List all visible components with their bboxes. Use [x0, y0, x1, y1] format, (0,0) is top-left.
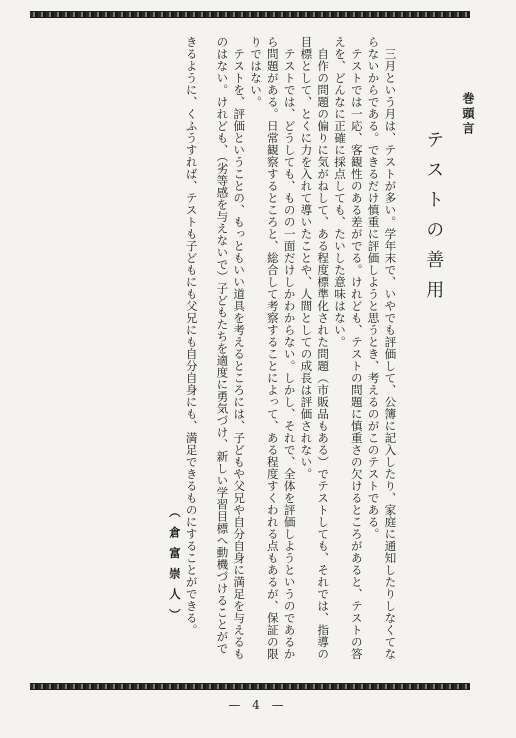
author-name: （倉富崇人）	[167, 506, 182, 629]
vertical-text-page	[40, 34, 476, 670]
body-line-1: 三月という月は、テストが多い。学年末で、いやでも評価して、公簿に記入したり、家庭に通知したりしなくてな	[383, 48, 398, 660]
body-line-4: えを、どんなに正確に採点しても、たいした意味はない。	[333, 36, 348, 348]
section-label: 巻頭言	[461, 92, 475, 137]
body-line-9: りではない。	[249, 36, 264, 108]
body-line-2: らないからである。できるだけ慎重に評価しようと思うとき、考えるのがこのテストである。	[366, 36, 381, 540]
body-line-12: きるように、くふうすれば、テストも子どもにも父兄にも自分自身にも、満足できるものにすることができる。	[184, 36, 199, 636]
body-line-5: 自作の問題の偏りに気がねして、ある程度標準化された問題（市販品もある）でテストしても、それでは、指導の	[316, 48, 331, 660]
body-line-6: 目標として、とくに力を入れて導いたことや、人間としての成長は評価されない。	[299, 36, 314, 480]
body-line-11: のはない。けれども、（劣等感を与えないで）子どもたちを適度に勇気づけ、新しい学習目標へ動機づけることがで	[215, 36, 230, 655]
body-line-10: テストを、評価ということの、もっともいい道具を考えるところには、子どもや父兄や自分自身に満足を与えるも	[232, 48, 247, 660]
body-line-7: テストでは、どうしても、ものの一面だけしかわからない。しかし、それで、全体を評価しようというのであるか	[282, 48, 297, 660]
body-line-8: ら問題がある。日常観察するところと、総合して考察することによって、ある程度すくわれる点もあるが、保証の限	[265, 36, 280, 660]
body-line-3: テストでは一応、客観性のある差がでる。けれども、テストの問題に慎重さの欠けるところがあると、テストの答	[349, 48, 364, 660]
top-border-rule	[30, 11, 470, 18]
bottom-border-rule	[30, 683, 470, 690]
article-title: テストの善用	[423, 130, 445, 310]
page-number: — 4 —	[228, 698, 288, 712]
